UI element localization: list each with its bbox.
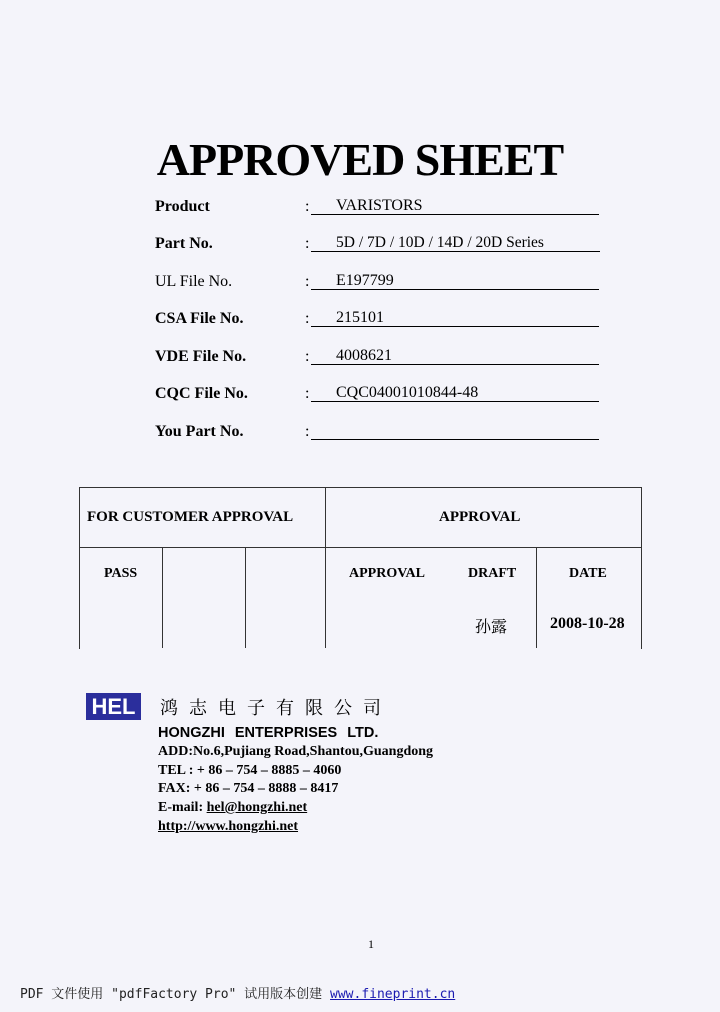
website-link[interactable]: http://www.hongzhi.net bbox=[158, 819, 299, 834]
date-value: 2008-10-28 bbox=[550, 615, 625, 632]
field-label: UL File No. bbox=[155, 273, 233, 290]
field-label: CSA File No. bbox=[155, 310, 244, 327]
draft-label: DRAFT bbox=[468, 566, 517, 581]
field-value: CQC04001010844-48 bbox=[311, 384, 599, 402]
field-value: 215101 bbox=[311, 309, 599, 327]
footer-link[interactable]: www.fineprint.cn bbox=[330, 987, 456, 1002]
field-value bbox=[311, 422, 599, 440]
hel-logo: HEL bbox=[86, 693, 141, 720]
colon: : bbox=[305, 198, 310, 215]
company-tel: TEL : + 86 – 754 – 8885 – 4060 bbox=[158, 763, 342, 778]
table-divider bbox=[536, 547, 537, 648]
field-label: Product bbox=[155, 198, 210, 215]
field-label: You Part No. bbox=[155, 423, 244, 440]
field-label: CQC File No. bbox=[155, 385, 248, 402]
table-divider bbox=[325, 488, 326, 648]
colon: : bbox=[305, 235, 310, 252]
company-email-row bbox=[158, 800, 307, 816]
approval-label: APPROVAL bbox=[349, 566, 425, 581]
field-label: Part No. bbox=[155, 235, 213, 252]
colon: : bbox=[305, 423, 310, 440]
customer-approval-header: FOR CUSTOMER APPROVAL bbox=[87, 509, 294, 525]
page-title: APPROVED SHEET bbox=[156, 134, 564, 185]
colon: : bbox=[305, 385, 310, 402]
table-divider bbox=[80, 547, 641, 548]
field-value: E197799 bbox=[311, 272, 599, 290]
field-value: 4008621 bbox=[311, 347, 599, 365]
field-label: VDE File No. bbox=[155, 348, 247, 365]
company-name-en: HONGZHI ENTERPRISES LTD. bbox=[158, 725, 379, 741]
email-link[interactable]: hel@hongzhi.net bbox=[206, 800, 308, 815]
colon: : bbox=[305, 348, 310, 365]
colon: : bbox=[305, 273, 310, 290]
table-divider bbox=[162, 547, 163, 648]
approval-table bbox=[79, 487, 642, 649]
draft-value: 孙露 bbox=[475, 617, 508, 636]
table-divider bbox=[245, 547, 246, 648]
field-value: 5D / 7D / 10D / 14D / 20D Series bbox=[311, 234, 600, 252]
approval-header: APPROVAL bbox=[439, 509, 521, 525]
company-address: ADD:No.6,Pujiang Road,Shantou,Guangdong bbox=[158, 744, 434, 759]
page-number: 1 bbox=[368, 937, 374, 951]
company-name-cn: 鸿志电子有限公司 bbox=[160, 698, 392, 719]
field-value: VARISTORS bbox=[311, 197, 599, 215]
company-fax: FAX: + 86 – 754 – 8888 – 8417 bbox=[158, 781, 339, 796]
footer bbox=[20, 983, 455, 1002]
pass-label: PASS bbox=[104, 566, 138, 581]
colon: : bbox=[305, 310, 310, 327]
email-label: E-mail: bbox=[158, 800, 207, 815]
footer-text: PDF 文件使用 "pdfFactory Pro" 试用版本创建 bbox=[20, 987, 331, 1002]
date-label: DATE bbox=[569, 566, 607, 581]
